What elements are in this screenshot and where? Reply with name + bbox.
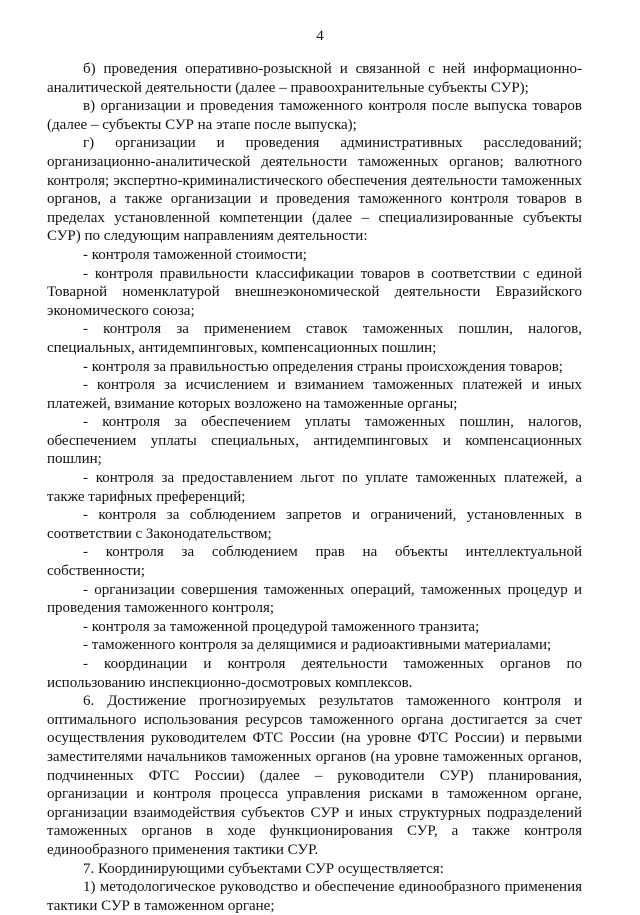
list-item-benefits: - контроля за предоставлением льгот по уплате таможенных платежей, а также тарифных преференций; — [47, 470, 582, 505]
list-item-customs-operations: - организации совершения таможенных операций, таможенных процедур и проведения таможенного контроля; — [47, 581, 582, 617]
list-item-inspection-complexes: - координации и контроля деятельности таможенных органов по использованию инспекционно-досмотровых комплексов. — [47, 656, 582, 691]
list-item-prohibitions: - контроля за соблюдением запретов и ограничений, установленных в соответствии с Законодательством; — [47, 507, 582, 542]
page-number: 4 — [316, 28, 324, 44]
list-item-duty-rates: - контроля за применением ставок таможенных пошлин, налогов, специальных, антидемпинговых, компенсационных пошлин; — [47, 321, 582, 356]
list-item-radioactive: - таможенного контроля за делящимися и радиоактивными материалами; — [83, 637, 552, 654]
list-item-classification: - контроля правильности классификации товаров в соответствии с единой Товарной номенклатурой внешнеэкономической деятельности Евразийского экономического союза; — [47, 265, 582, 319]
paragraph-6: 6. Достижение прогнозируемых результатов таможенного контроля и оптимального использования ресурсов таможенного органа достигается за счет осуществления руководителем ФТС России (на уровне ФТС России) и первыми заместителями начальников таможенных органов (на уровне таможенных органов, подчиненных ФТС России) (далее – руководители СУР) планирования, организации и контроля процесса управления рисками в таможенном органе, организации взаимодействия субъектов СУР и иных структурных подразделений таможенных органов в ходе функционирования СУР, а также контроля единообразного применения тактики СУР. — [47, 693, 582, 858]
document-body — [47, 60, 582, 915]
list-item-transit: - контроля за таможенной процедурой таможенного транзита; — [83, 618, 480, 635]
paragraph-b: б) проведения оперативно-розыскной и связанной с ней информационно-аналитической деятельности (далее – правоохранительные субъекты СУР); — [47, 61, 582, 96]
list-item-intellectual-property: - контроля за соблюдением прав на объекты интеллектуальной собственности; — [47, 544, 582, 580]
paragraph-7-item-1: 1) методологическое руководство и обеспечение единообразного применения тактики СУР в таможенном органе; — [47, 879, 582, 914]
paragraph-7: 7. Координирующими субъектами СУР осуществляется: — [83, 860, 444, 877]
paragraph-g: г) организации и проведения административных расследований; организационно-аналитической деятельности таможенных органов; валютного контроля; экспертно-криминалистического обеспечения деятельности таможенных органов, а также организации и проведения таможенного контроля товаров в пределах установленной компетенции (далее – специализированные субъекты СУР) по следующим направлениям деятельности: — [47, 135, 582, 245]
list-item-customs-value: - контроля таможенной стоимости; — [83, 246, 307, 263]
list-item-payments-collection: - контроля за исчислением и взиманием таможенных платежей и иных платежей, взимание которых возложено на таможенные органы; — [47, 377, 582, 412]
list-item-country-origin: - контроля за правильностью определения страны происхождения товаров; — [83, 358, 563, 375]
list-item-payment-security: - контроля за обеспечением уплаты таможенных пошлин, налогов, обеспечением уплаты специальных, антидемпинговых и компенсационных пошлин; — [47, 414, 582, 468]
paragraph-v: в) организации и проведения таможенного контроля после выпуска товаров (далее – субъекты СУР на этапе после выпуска); — [47, 98, 582, 133]
